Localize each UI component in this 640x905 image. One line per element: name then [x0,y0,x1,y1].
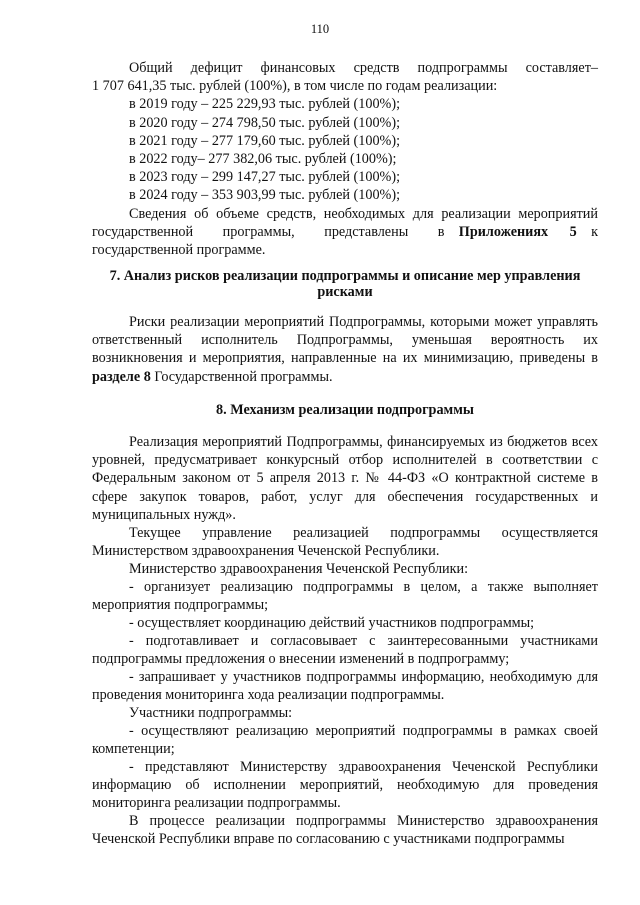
appendix-line2-c: к [591,223,598,240]
page-number: 110 [310,22,330,36]
section8-para3: Министерство здравоохранения Чеченской Республики: [129,561,469,577]
section8-para1: Реализация мероприятий Подпрограммы, финансируемых из бюджетов всех уровней, предусматривает конкурсный отбор исполнителей в соответствии с Федеральным законом от 5 апреля 2013 г. № 44-ФЗ «О контрактной системе в сфере закупок товаров, работ, услуг для обеспечения государственных и муниципальных нужд». [92,434,598,523]
appendix-line3: государственной программе. [92,241,266,258]
section7-bold-ref: разделе 8 [92,368,151,385]
deficit-year-2021: в 2021 году – 277 179,60 тыс. рублей (100%); [129,132,401,149]
deficit-year-2022: в 2022 году– 277 382,06 тыс. рублей (100%); [129,150,397,167]
participant-item-2: - представляют Министерству здравоохранения Чеченской Республики информацию об исполнении мероприятий, необходимую для проведения мониторинга реализации подпрограммы. [92,759,598,812]
deficit-year-2024: в 2024 году – 353 903,99 тыс. рублей (100%); [129,187,401,204]
section8-heading: 8. Механизм реализации подпрограммы [216,402,474,418]
deficit-block [92,59,598,259]
section7-heading-line2: рисками [317,284,373,300]
ministry-item-3: - подготавливает и согласовывает с заинтересованными участниками подпрограммы предложения о внесении изменений в подпрограмму; [92,633,598,668]
deficit-year-2023: в 2023 году – 299 147,27 тыс. рублей (100%); [129,169,401,186]
appendix-line1: Сведения об объеме средств, необходимых для реализации мероприятий [129,205,598,222]
appendix-line2 [92,223,598,241]
appendix-line2-a: государственной программы, представлены в [92,223,445,240]
deficit-year-2020: в 2020 году – 274 798,50 тыс. рублей (100%); [129,114,401,131]
ministry-item-1: - организует реализацию подпрограммы в целом, а также выполняет мероприятия подпрограммы; [92,579,598,614]
ministry-item-2: - осуществляет координацию действий участников подпрограммы; [129,615,535,631]
section8-para2: Текущее управление реализацией подпрограммы осуществляется Министерством здравоохранения Чеченской Республики. [92,525,598,560]
participants-title: Участники подпрограммы: [129,705,293,721]
deficit-year-2019: в 2019 году – 225 229,93 тыс. рублей (100%); [129,96,401,113]
deficit-intro-line2: 1 707 641,35 тыс. рублей (100%), в том числе по годам реализации: [92,78,498,95]
section7-text-c: Государственной программы. [154,368,333,385]
ministry-item-4: - запрашивает у участников подпрограммы информацию, необходимую для проведения мониторинга хода реализации подпрограммы. [92,669,598,704]
final-paragraph: В процессе реализации подпрограммы Министерство здравоохранения Чеченской Республики вправе по согласованию с участниками подпрограммы [92,813,598,848]
appendix-link-bold: Приложениях 5 [458,223,577,240]
section7-heading-line1: 7. Анализ рисков реализации подпрограммы и описание мер управления [109,268,581,284]
section7-paragraph [92,313,598,386]
deficit-intro-line1: Общий дефицит финансовых средств подпрограммы составляет– [129,60,598,76]
section7-text-a: Риски реализации мероприятий Подпрограммы, которыми может управлять ответственный исполнитель Подпрограммы, уменьшая вероятность их возникновения и мероприятия, направленные на их минимизацию, приведены в [92,314,598,367]
section7-heading [92,268,598,300]
participant-item-1: - осуществляют реализацию мероприятий подпрограммы в рамках своей компетенции; [92,723,598,758]
